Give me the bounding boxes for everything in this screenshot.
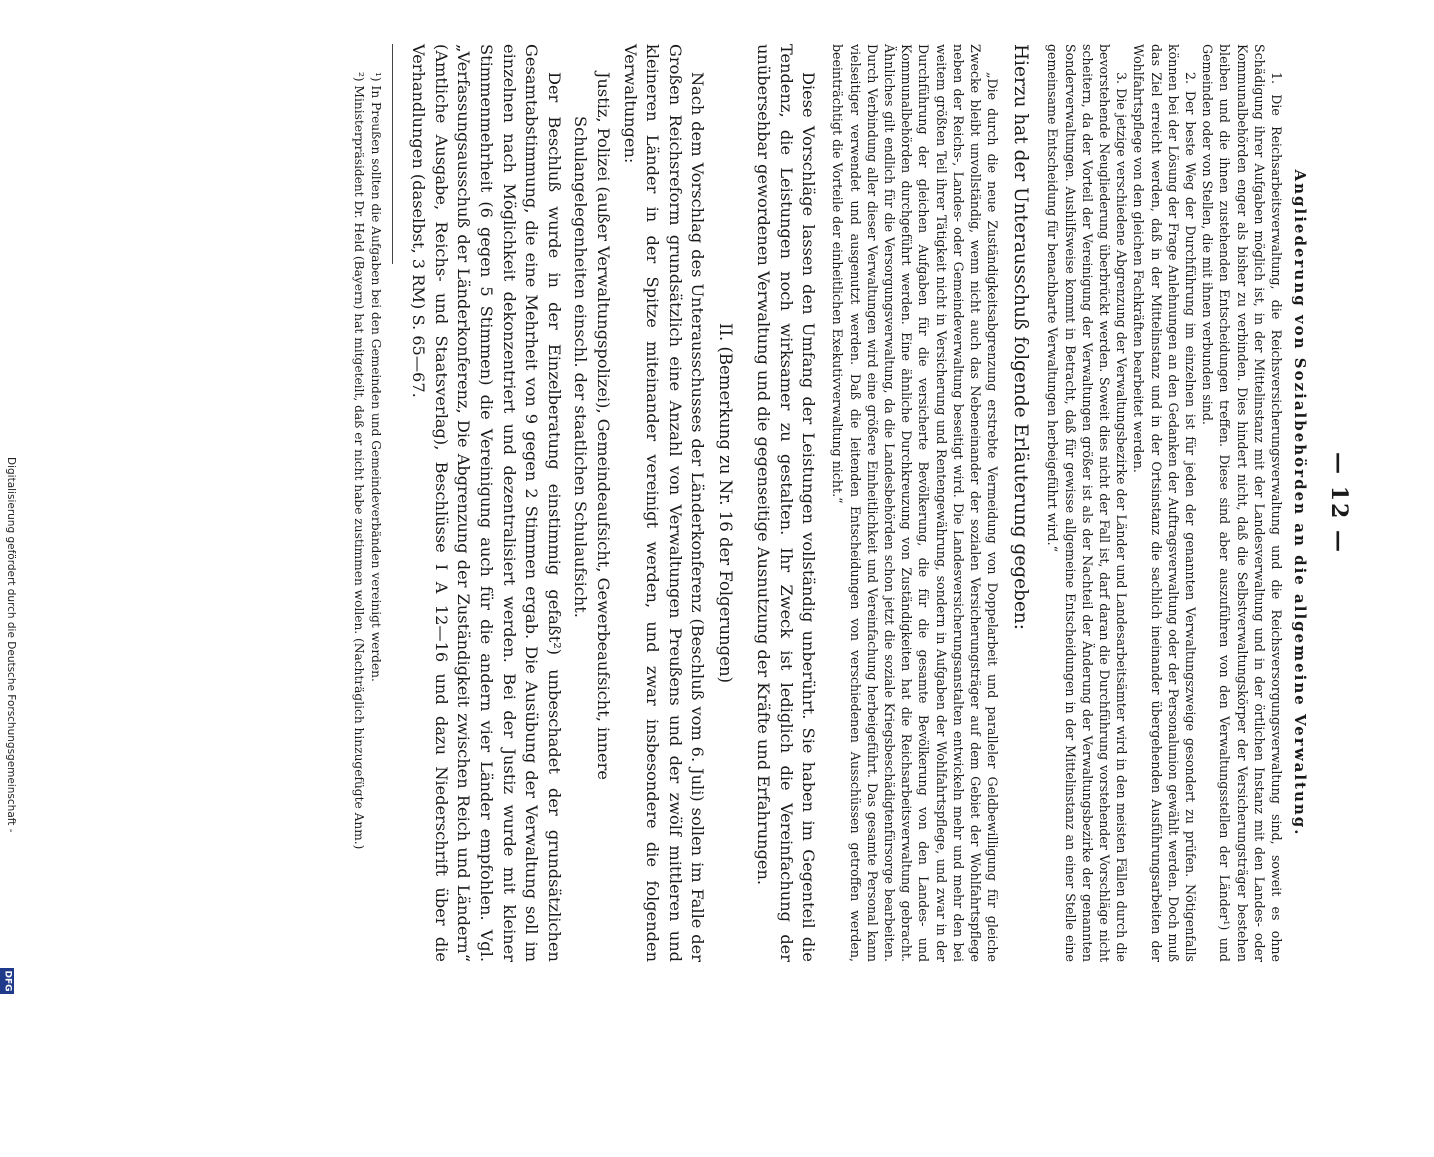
numbered-item [1044,44,1130,962]
footnote: ²) Ministerpräsident Dr. Held (Bayern) hat mitgeteilt, daß er nicht habe zustimmen wollen. (Nachträglich hinzugefügte Anm.) [351,72,366,850]
lead-sentence: Hierzu hat der Unterausschuß folgende Erläuterung gegeben: [1010,44,1032,631]
section-title: Angliederung von Sozialbehörden an die allgemeine Verwaltung. [1291,169,1309,837]
numbered-item-text: 1. Die Reichsarbeitsverwaltung, die Reichsversicherungsverwaltung und die Reichsversorgungsverwaltung sind, soweit es ohne Schädigung ihrer Aufgaben möglich ist, in der Mittelinstanz mit der Landesverwaltung und in der örtlichen Instanz mit den Landes- oder Kommunalbehörden enger als bisher zu verbinden. Dies hindert nicht, daß die Selbstverwaltungskörper der Versicherungsträger bestehen bleiben und die ihnen zustehenden Entscheidungen treffen. Diese sind aber auszuführen von den Verwaltungsstellen der Länder¹) und Gemeinden oder von Stellen, die mit ihnen verbunden sind. [1200,44,1284,962]
paragraph-after-quote: Diese Vorschläge lassen den Umfang der Leistungen vollständig unberührt. Sie haben im Gegenteil die Tendenz, die Leistungen noch wirksamer zu gestalten. Ihr Zweck ist lediglich die Vereinfachung der unübersehbar gewordenen Verwaltung und die gegenseitige Ausnutzung der Kräfte und Erfahrungen. [753,44,819,962]
administration-list [569,72,614,962]
footnote: ¹) In Preußen sollten die Aufgaben bei den Gemeinden und Gemeindeverbänden vereinigt werden. [368,72,383,682]
numbered-item-text: 2. Der beste Weg der Durchführung im einzelnen ist für jeden der genannten Verwaltungszweige gesondert zu prüfen. Nötigenfalls können bei der Lösung der Frage Anlehnungen an den Gedanken der Auftragsverwaltung oder der Personalunion gewählt werden. Doch muß das Ziel erreicht werden, daß in der Mittelinstanz und in der Ortsinstanz die sachlich ineinander übergehenden Ausführungsarbeiten der Wohlfahrtspflege von den gleichen Fachkräften bearbeitet werden. [1131,44,1198,962]
digitization-credit: Digitalisierung gefördert durch die Deutsche Forschungsgemeinschaft - [5,457,17,833]
dfg-logo-text: DFG [2,970,13,992]
paragraph-ii: Nach dem Vorschlag des Unterausschusses der Länderkonferenz (Beschluß vom 6. Juli) sollen im Falle der Großen Reichsreform grundsätzlich eine Anzahl von Verwaltungen Preußens und der zwölf mittleren und kleineren Länder in der Spitze miteinander vereinigt werden, und zwar insbesondere die folgenden Verwaltungen: [620,44,708,962]
page-number: — 12 — [1326,452,1352,554]
numbered-item [1130,44,1199,962]
numbered-item [1199,44,1285,962]
paragraph-beschluss: Der Beschluß wurde in der Einzelberatung einstimmig gefaßt²) unbeschadet der grundsätzlichen Gesamtabstimmung, die eine Mehrheit von 9 gegen 2 Stimmen ergab. Die Ausübung der Verwaltung soll im einzelnen nach Möglichkeit dekonzentriert und dezentralisiert werden. Bei der Justiz wurde mit kleiner Stimmenmehrheit (6 gegen 5 Stimmen) die Vereinigung auch für die andern vier Länder empfohlen. Vgl. „Verfassungsausschuß der Länderkonferenz, Die Abgrenzung der Zuständigkeit zwischen Reich und Ländern“ (Amtliche Ausgabe, Reichs- und Staatsverlag), Beschlüsse I A 12—16 und dazu Niederschrift über die Verhandlungen (daselbst, 3 RM) S. 65—67. [409,44,564,962]
dfg-logo [0,968,14,994]
administration-list-line: Justiz, Polizei (außer Verwaltungspolizei), Gemeindeaufsicht, Gewerbeaufsicht, innere [593,72,613,780]
rotated-document-body [215,38,1355,968]
footnote-rule [392,44,393,264]
committee-explanation-quote: „Die durch die neue Zuständigkeitsabgrenzung erstrebte Vermeidung von Doppelarbeit und paralleler Geldbewilligung für gleiche Zwecke bleibt unvollständig, wenn nicht auch das Nebeneinander der sozialen Versicherungsträger auf dem Gebiet der Wohlfahrtspflege neben der Reichs-, Landes- oder Gemeindeverwaltung beseitigt wird. Die Landesversicherungsanstalten entwickeln mehr und mehr den bei weitem größten Teil ihrer Tätigkeit nicht in Versicherung und Rentengewährung, sondern in Aufgaben der Wohlfahrtspflege, und zwar in der Durchführung der gleichen Aufgaben für die versicherte Bevölkerung, die für die gesamte Bevölkerung von den Landes- und Kommunalbehörden durchgeführt werden. Eine ähnliche Durchkreuzung von Zuständigkeiten hat die Reichsarbeitsverwaltung gebracht. Ähnliches gilt endlich für die Versorgungsverwaltung, da die Landesbehörden schon jetzt die soziale Kriegsbeschädigtenfürsorge bearbeiten. Durch Verbindung aller dieser Verwaltungen wird eine größere Einheitlichkeit und Vereinfachung herbeigeführt. Das gesamte Personal kann vielseitiger verwendet und ausgenutzt werden. Daß die leitenden Entscheidungen von verschiedenen Ausschüssen getroffen werden, beeinträchtigt die Vorteile der einheitlichen Exekutivverwaltung nicht.“ [830,44,1001,962]
administration-list-continuation: Schulangelegenheiten einschl. der staatlichen Schulaufsicht. [571,116,591,618]
numbered-item-text: 3. Die jetzige verschiedene Abgrenzung der Verwaltungsbezirke der Länder und Landesarbeitsämter wird in den meisten Fällen durch die bevorstehende Neugliederung überbrückt werden. Soweit dies nicht der Fall ist, darf daran die Durchführung vorstehender Vorschläge nicht scheitern, da der Vorteil der Vereinigung der Verwaltungen größer ist als der Nachteil der Änderung der Verwaltungsbezirke der genannten Sonderverwaltungen. Aushilfsweise kommt in Betracht, daß für gewisse allgemeine Entscheidungen in der Mittelinstanz an einer Stelle eine gemeinsame Entscheidung für benachbarte Verwaltungen herbeigeführt wird.“ [1045,44,1130,962]
section-heading-ii: II. (Bemerkung zu Nr. 16 der Folgerungen) [716,322,736,684]
